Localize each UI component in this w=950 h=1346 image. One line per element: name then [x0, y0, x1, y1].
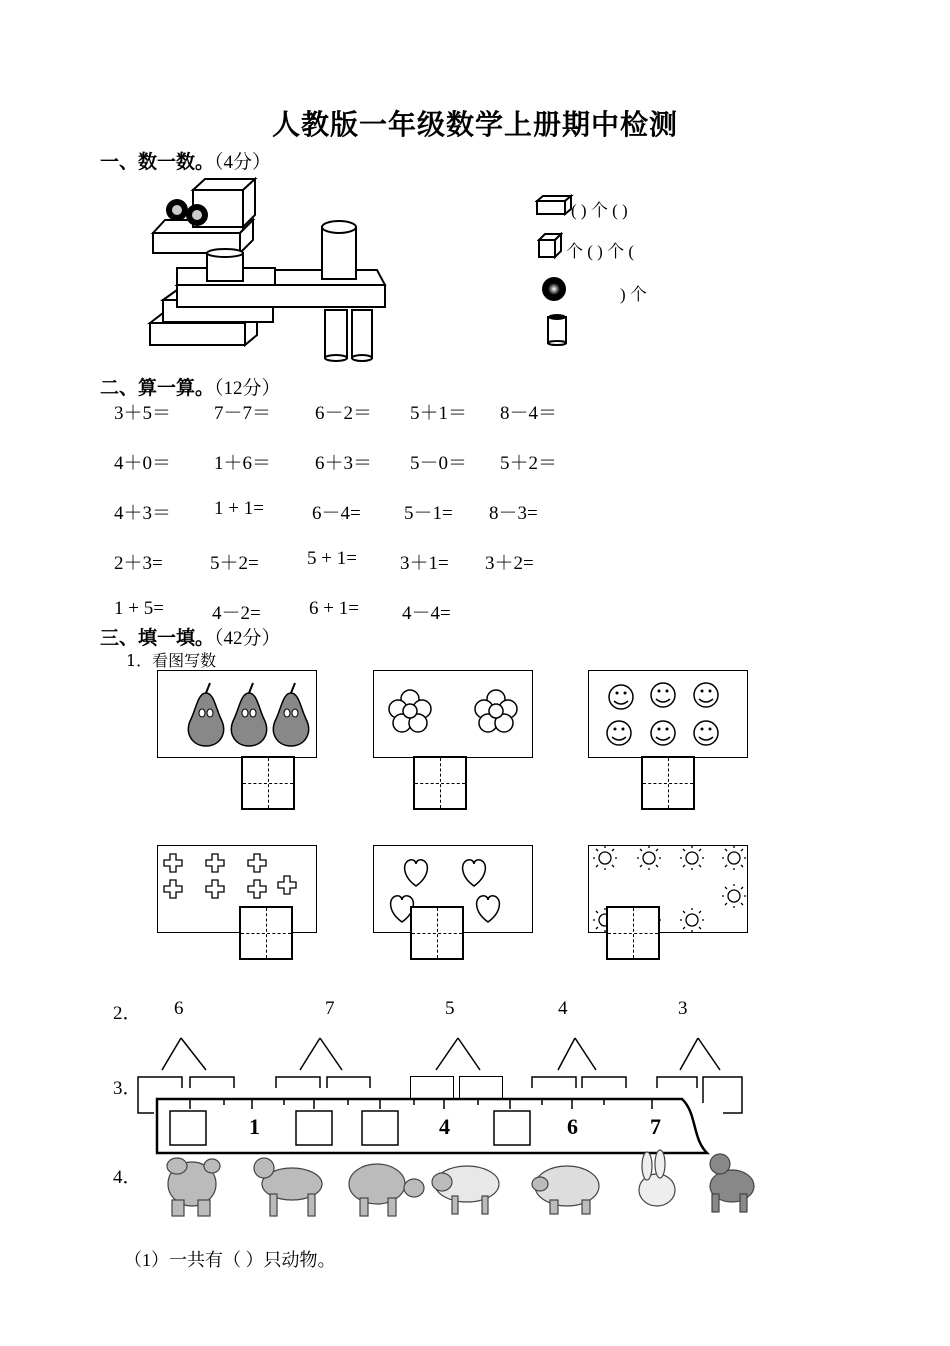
- cylinder-icon: [545, 312, 569, 346]
- calc-item: 5 + 1=: [307, 548, 357, 569]
- split-number: 4: [558, 998, 568, 1019]
- answer-grid-1[interactable]: [241, 756, 295, 810]
- flower-icon: [374, 671, 532, 757]
- calc-item: 4－4=: [402, 603, 451, 624]
- count-line-2: 个 ( ) 个 (: [566, 242, 634, 261]
- answer-grid-6[interactable]: [606, 906, 660, 960]
- calc-item: 7－7＝: [214, 403, 272, 424]
- question-4-1: （1）一共有（ ）只动物。: [124, 1250, 336, 1270]
- split-number: 3: [678, 998, 688, 1019]
- picture-box-flowers: [373, 670, 533, 758]
- calc-item: 4＋3＝: [114, 503, 172, 524]
- calc-item: 8－3=: [489, 503, 538, 524]
- calc-item: 4－2=: [212, 603, 261, 624]
- cuboid-icon: [535, 193, 575, 217]
- animals-row-illustration: [152, 1148, 762, 1220]
- question-4-label: 4．: [113, 1167, 142, 1188]
- picture-box-smileys: [588, 670, 748, 758]
- calc-item: 1 + 5=: [114, 598, 164, 619]
- pear-icon: [158, 671, 316, 757]
- calc-item: 5－0＝: [410, 453, 468, 474]
- section-1-heading: 一、数一数。（4分）: [100, 151, 272, 173]
- calc-item: 4＋0＝: [114, 453, 172, 474]
- cube-icon: [537, 232, 563, 260]
- calc-item: 6＋3＝: [315, 453, 373, 474]
- calc-item: 6－4=: [312, 503, 361, 524]
- calc-item: 5－1=: [404, 503, 453, 524]
- calc-item: 5＋2=: [210, 553, 259, 574]
- calc-item: 2＋3=: [114, 553, 163, 574]
- count-line-3: ) 个: [620, 285, 647, 304]
- calc-item: 6－2＝: [315, 403, 373, 424]
- split-number: 6: [174, 998, 184, 1019]
- sphere-icon: [540, 276, 570, 304]
- calc-item: 5＋1＝: [410, 403, 468, 424]
- calc-item: 1＋6＝: [214, 453, 272, 474]
- section-3-heading: 三、填一填。（42分）: [100, 627, 281, 649]
- section-2-heading: 二、算一算。（12分）: [100, 377, 281, 399]
- answer-grid-5[interactable]: [410, 906, 464, 960]
- split-number: 5: [445, 998, 455, 1019]
- ruler-number: 7: [650, 1114, 661, 1139]
- smiley-face-icon: [589, 671, 747, 757]
- answer-grid-3[interactable]: [641, 756, 695, 810]
- picture-box-pears: [157, 670, 317, 758]
- count-line-1: ( ) 个 ( ): [571, 201, 628, 220]
- ruler-number: 6: [567, 1114, 578, 1139]
- calc-item: 8－4＝: [500, 403, 558, 424]
- ruler-number: 1: [249, 1114, 260, 1139]
- calc-item: 6 + 1=: [309, 598, 359, 619]
- calc-item: 3＋1=: [400, 553, 449, 574]
- answer-grid-2[interactable]: [413, 756, 467, 810]
- calc-item: 1 + 1=: [214, 498, 264, 519]
- picture-box-crosses: [157, 845, 317, 933]
- calc-item: 5＋2＝: [500, 453, 558, 474]
- question-2-label: 2．: [113, 1003, 142, 1024]
- calc-item: 3＋5＝: [114, 403, 172, 424]
- question-3-label: 3．: [113, 1078, 142, 1099]
- split-number: 7: [325, 998, 335, 1019]
- page-title: 人教版一年级数学上册期中检测: [271, 108, 678, 141]
- answer-grid-4[interactable]: [239, 906, 293, 960]
- ruler-number: 4: [439, 1114, 450, 1139]
- calc-item: 3＋2=: [485, 553, 534, 574]
- sub-question-1: 1．看图写数: [126, 651, 217, 670]
- building-blocks-illustration: [145, 175, 395, 365]
